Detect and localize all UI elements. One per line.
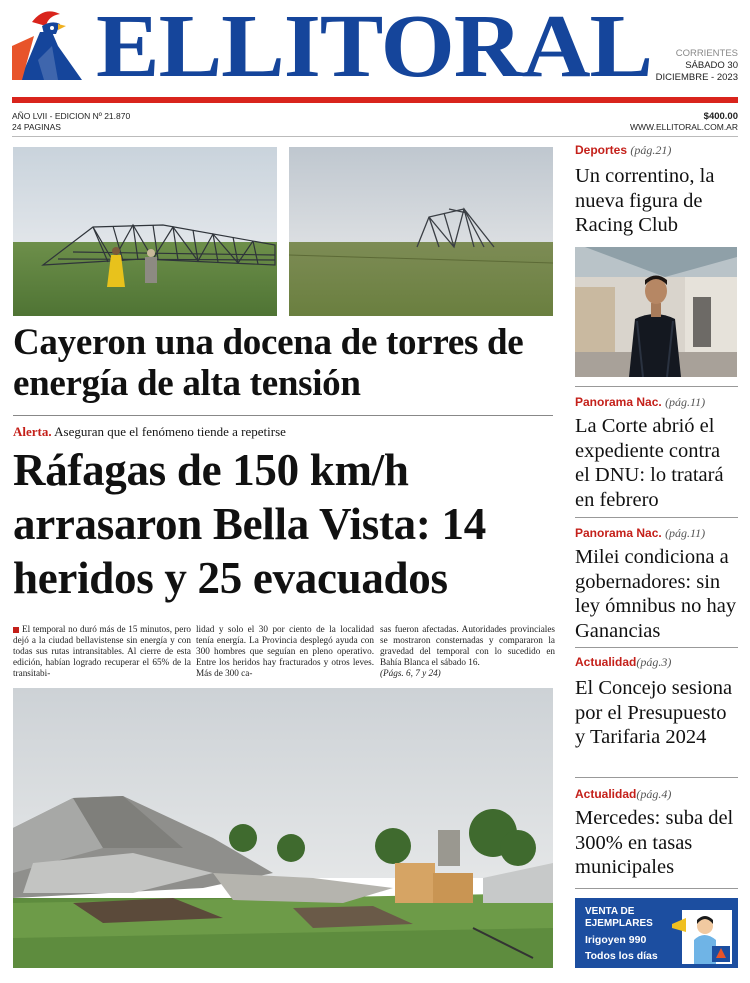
- sidebar-headline-1[interactable]: La Corte abrió el expediente contra el DNU: lo tratará en febrero: [575, 415, 724, 511]
- date-month-year: DICIEMBRE - 2023: [655, 72, 738, 83]
- ad-title: [585, 906, 653, 930]
- headline-towers[interactable]: Cayeron una docena de torres de energía de alta tensión: [13, 322, 524, 404]
- kicker: [13, 424, 286, 440]
- section-page: (pág.4): [636, 787, 672, 801]
- kicker-text: Aseguran que el fenómeno tiende a repetirse: [51, 424, 286, 439]
- city: CORRIENTES: [675, 48, 738, 59]
- sidebar-section-4[interactable]: [575, 787, 671, 802]
- divider: [13, 415, 553, 416]
- divider: [575, 777, 738, 778]
- page-reference: (Págs. 6, 7 y 24): [380, 668, 441, 678]
- edition-info: [12, 111, 738, 133]
- section-page: (pág.11): [665, 395, 706, 409]
- masthead-red-bar: [12, 97, 738, 103]
- divider: [575, 517, 738, 518]
- section-label: Actualidad: [575, 787, 637, 801]
- ad-line-3: Irigoyen 990: [585, 934, 647, 946]
- section-page: (pág.3): [636, 655, 672, 669]
- divider: [575, 888, 738, 889]
- article-text-2: lidad y solo el 30 por ciento de la localidad tenía energía. La Provincia desplegó ayuda con 300 hombres que seguían en pleno operativo. Entre los heridos hay fracturados y otros leves. Más de 300 ca-: [196, 624, 374, 678]
- ad-line-1: VENTA DE: [585, 906, 635, 917]
- website-link[interactable]: WWW.ELLITORAL.COM.AR: [630, 122, 738, 132]
- sidebar-section-3[interactable]: [575, 655, 671, 670]
- date-day: SÁBADO 30: [685, 60, 738, 71]
- sidebar-headline-4[interactable]: Mercedes: suba del 300% en tasas municipales: [575, 807, 734, 878]
- article-text-1: El temporal no duró más de 15 minutos, pero dejó a la ciudad bellavistense sin energía y con todas sus rutas intransitables. Al cierre de esta edición, habían logrado recuperar el 65% de la transitabi-: [13, 624, 191, 678]
- divider: [575, 386, 738, 387]
- photo-fallen-tower-people: [13, 147, 277, 316]
- divider: [12, 136, 738, 137]
- divider: [575, 647, 738, 648]
- date-block: [656, 48, 738, 84]
- sidebar-section-1[interactable]: [575, 395, 705, 410]
- ad-line-2: EJEMPLARES: [585, 918, 653, 929]
- masthead: [12, 0, 738, 96]
- kicker-label: Alerta.: [13, 424, 52, 439]
- sidebar-headline-0[interactable]: Un correntino, la nueva figura de Racing Club: [575, 165, 715, 236]
- ad-line-4: Todos los días: [585, 950, 658, 962]
- edition-number: AÑO LVII - EDICION Nº 21.870: [12, 111, 131, 121]
- section-page: (pág.11): [665, 526, 706, 540]
- section-label: Deportes: [575, 143, 628, 157]
- article-text-3: sas fueron afectadas. Autoridades provinciales se mostraron consternadas y compararon la gravedad del temporal con lo sucedido en Bahía Blanca el sábado 16.: [380, 624, 555, 667]
- headline-main[interactable]: Ráfagas de 150 km/h arrasaron Bella Vista: 14 heridos y 25 evacuados: [13, 445, 486, 603]
- article-column-3: [380, 624, 555, 679]
- sales-ad[interactable]: [575, 898, 738, 968]
- sidebar-section-2[interactable]: [575, 526, 705, 541]
- photo-destroyed-building: [13, 688, 553, 968]
- section-page: (pág.21): [630, 143, 672, 157]
- sidebar-headline-2[interactable]: Milei condiciona a gobernadores: sin ley ómnibus no hay Ganancias: [575, 546, 737, 642]
- article-column-2: [196, 624, 374, 679]
- photo-racing-player: [575, 247, 737, 377]
- page-count: 24 PAGINAS: [12, 122, 61, 132]
- section-label: Panorama Nac.: [575, 395, 662, 409]
- newspaper-seller-icon: [668, 902, 734, 966]
- rooster-logo-icon: [12, 6, 88, 86]
- bullet-icon: [13, 627, 19, 633]
- sidebar-headline-3[interactable]: El Concejo sesiona por el Presupuesto y Tarifaria 2024: [575, 677, 733, 748]
- newspaper-title: ELLITORAL: [96, 0, 653, 96]
- photo-collapsed-tower-field: [289, 147, 553, 316]
- sidebar-section-0[interactable]: [575, 143, 671, 158]
- ad-details: [585, 932, 658, 964]
- section-label: Actualidad: [575, 655, 637, 669]
- article-column-1: [13, 624, 191, 679]
- section-label: Panorama Nac.: [575, 526, 662, 540]
- price: $400.00: [703, 111, 738, 122]
